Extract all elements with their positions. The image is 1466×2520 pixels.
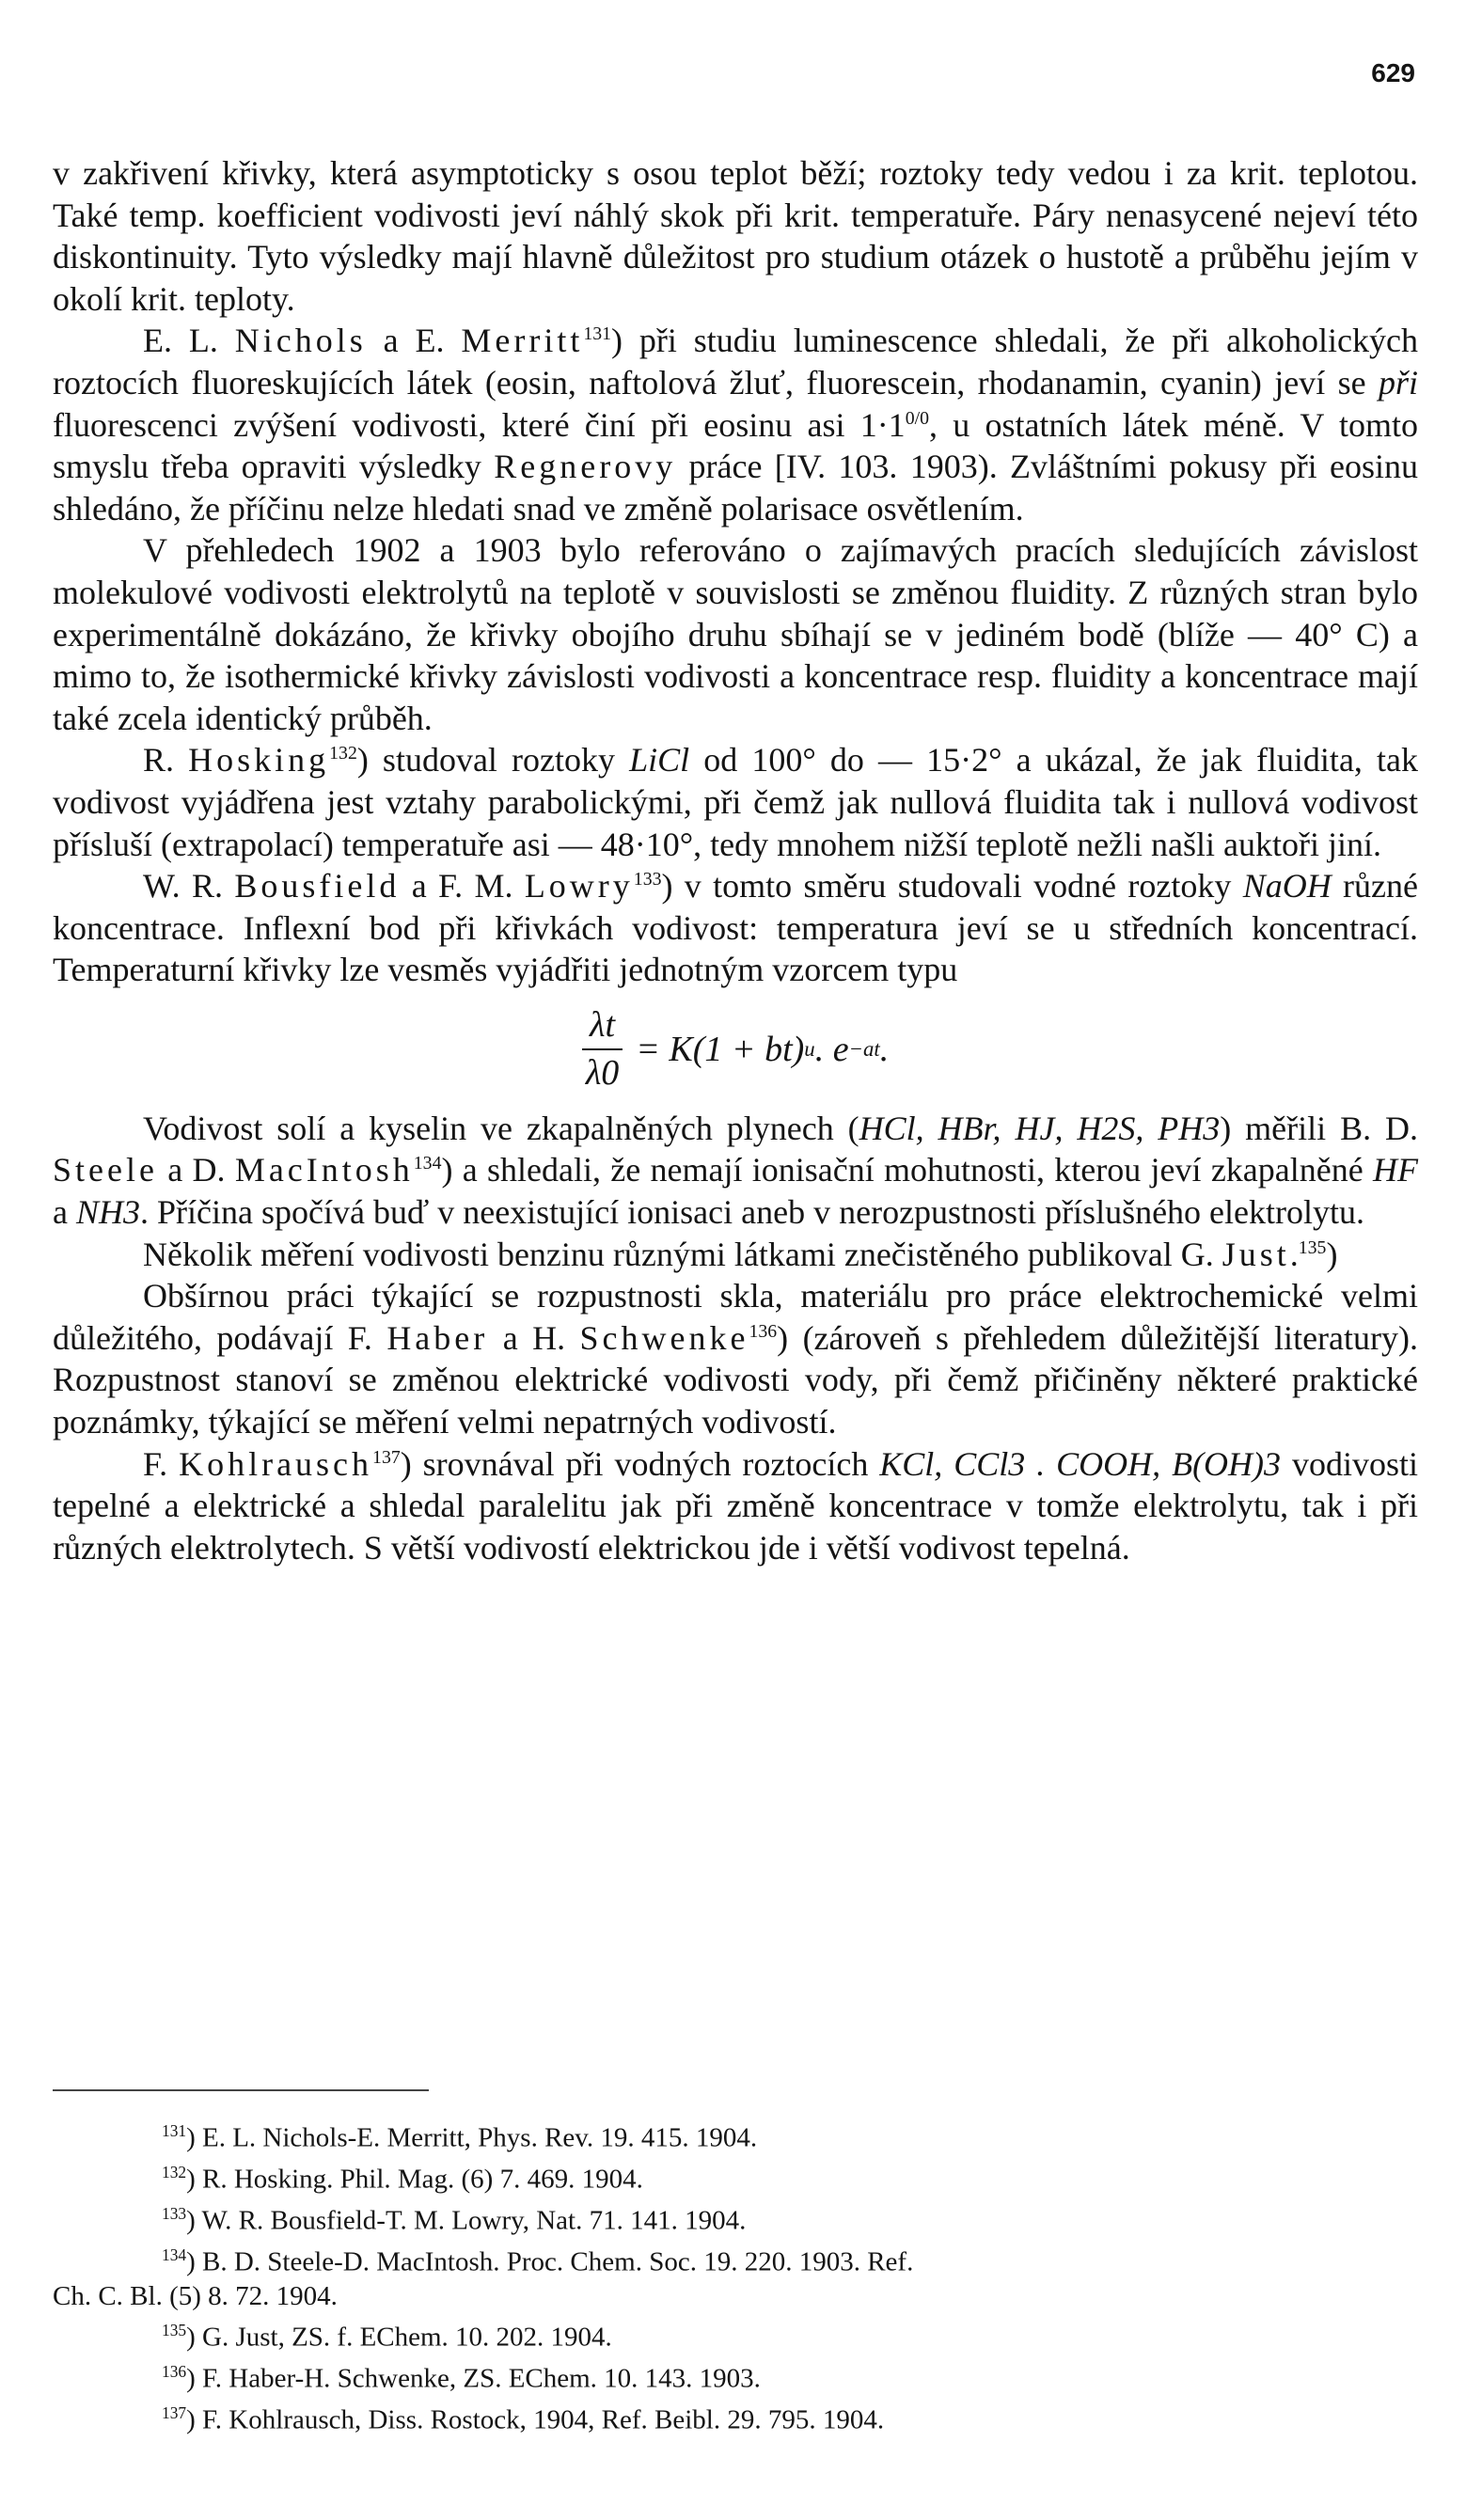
paragraph-bousfield-lowry: W. R. Bousfield a F. M. Lowry$^{133}$) v tomto směru studovali vodné roztoky NaOH různé koncentrace. Inflexní bod při křivkách vodivost: temperatura jeví se u středních koncentrací. Temperaturní křivky lze vesměs vyjádřiti jednotným vzorcem typu xyxy=(53,867,1418,989)
chemical-formula: NaOH xyxy=(1242,867,1332,906)
chemical-formula: NH3 xyxy=(75,1193,140,1232)
footnote-133: $^{133}$) W. R. Bousfield-T. M. Lowry, Nat. 71. 141. 1904. xyxy=(162,2203,747,2236)
percent-sign: 0/0 xyxy=(905,407,929,429)
author-name: Schwenke xyxy=(579,1318,749,1357)
author-name: MacIntosh xyxy=(234,1151,414,1189)
chemical-formula: HCl, HBr, HJ, H2S, PH3 xyxy=(859,1109,1221,1147)
footnote-ref: 136 xyxy=(749,1320,778,1342)
paragraph-nichols-merritt: E. L. Nichols a E. Merritt$^{131}$) při studiu luminescence shledali, že při alkoholických roztocích fluoreskujících látek (eosin, naftolová žluť, fluorescein, rhodanamin, cyanin) jeví se při fluorescenci zvýšení vodivosti, které činí při eosinu asi $1\cdot 1^{0/0}$, u ostatních látek méně. V tomto smyslu třeba opraviti výsledky Regnerovy práce [IV. 103. 1903). Zvláštními pokusy při eosinu shledáno, že příčinu nelze hledati snad ve změně polarisace osvětlením. xyxy=(53,322,1419,528)
chemical-formula: LiCl xyxy=(629,741,690,780)
footnote-ref: 133 xyxy=(633,869,662,890)
author-name: Merritt xyxy=(461,322,584,360)
author-name: Haber xyxy=(386,1318,489,1357)
footnotes xyxy=(53,2114,1418,2437)
author-name: Lowry xyxy=(524,867,634,906)
article-body xyxy=(53,152,1418,1568)
footnote-ref: 131 xyxy=(583,323,612,345)
footnote-137: $^{137}$) F. Kohlrausch, Diss. Rostock, 1904, Ref. Beibl. 29. 795. 1904. xyxy=(162,2403,885,2435)
paragraph-fluidity-review: V přehledech 1902 a 1903 bylo referováno o zajímavých pracích sledujících závislost molekulové vodivosti elektrolytů na teplotě v souvislosti se změnou fluidity. Z různých stran bylo experimentálně dokázáno, že křivky obojího druhu sbíhají se v jediném bodě (blíže — 40° C) a mimo to, že isothermické křivky závislosti vodivosti a koncentrace resp. fluidity a koncentrace mají také zcela identický průběh. xyxy=(53,531,1418,737)
author-name: Regnerovy xyxy=(494,448,677,486)
paragraph-kohlrausch: F. Kohlrausch$^{137}$) srovnával při vodných roztocích KCl, CCl3 . COOH, B(OH)3 vodivosti tepelné a elektrické a shledal paralelitu jak při změně koncentrace v tomže elektrolytu, tak i při různých elektrolytech. S větší vodivostí elektrickou jde i větší vodivost tepelná. xyxy=(53,1444,1419,1567)
footnote-ref: 135 xyxy=(1298,1236,1327,1258)
footnote-131: $^{131}$) E. L. Nichols-E. Merritt, Phys. Rev. 19. 415. 1904. xyxy=(162,2121,758,2153)
paragraph-haber-schwenke: Obšírnou práci týkající se rozpustnosti skla, materiálu pro práce elektrochemické velmi důležitého, podávají F. Haber a H. Schwenke$^{136}$) (zároveň s přehledem důležitější literatury). Rozpustnost stanoví se změnou elektrické vodivosti vody, při čemž přičiněny některé praktické poznámky, týkající se měření velmi nepatrných vodivostí. xyxy=(53,1277,1418,1441)
footnote-132: $^{132}$) R. Hosking. Phil. Mag. (6) 7. 469. 1904. xyxy=(162,2162,643,2195)
footnote-ref: 137 xyxy=(372,1446,401,1468)
footnote-divider xyxy=(53,2089,429,2091)
paragraph-steele-macintosh: Vodivost solí a kyselin ve zkapalněných plynech (HCl, HBr, HJ, H2S, PH3) měřili B. D. Steele a D. MacIntosh$^{134}$) a shledali, že nemají ionisační mohutnosti, kterou jeví zkapalněné HF a NH3. Příčina spočívá buď v neexistující ionisaci aneb v nerozpustnosti příslušného elektrolytu. xyxy=(53,1109,1418,1232)
equation-fraction: $\frac{\lambda t}{\lambda 0}$ xyxy=(582,1004,623,1094)
author-name: Nichols xyxy=(234,322,367,360)
chemical-formula: HF xyxy=(1373,1151,1418,1189)
footnote-134: $^{134}$) B. D. Steele-D. MacIntosh. Proc. Chem. Soc. 19. 220. 1903. Ref. xyxy=(162,2244,914,2277)
footnote-ref: 132 xyxy=(329,743,357,764)
page-number: 629 xyxy=(1371,58,1415,87)
author-name: Steele xyxy=(53,1151,158,1189)
footnote-136: $^{136}$) F. Haber-H. Schwenke, ZS. EChem. 10. 143. 1903. xyxy=(162,2362,761,2394)
footnote-134-continued: Ch. C. Bl. (5) 8. 72. 1904. xyxy=(53,2280,338,2311)
footnote-135: $^{135}$) G. Just, ZS. f. EChem. 10. 202. 1904. xyxy=(162,2321,612,2353)
paragraph-1: v zakřivení křivky, která asymptoticky s osou teplot běží; roztoky tedy vedou i za krit. teplotou. Také temp. koefficient vodivosti jeví náhlý skok při krit. temperatuře. Páry nenasycené nejeví této diskontinuity. Tyto výsledky mají hlavně důležitost pro studium otázek o hustotě a průběhu jejím v okolí krit. teploty. xyxy=(53,154,1418,318)
author-name: Kohlrausch xyxy=(179,1444,373,1483)
footnote-ref: 134 xyxy=(413,1153,442,1174)
conductivity-equation: $\frac{\lambda t}{\lambda 0}$ = K(1 + bt) u . e −at . xyxy=(53,991,1418,1108)
author-name: Hosking xyxy=(188,741,330,780)
paragraph-hosking: R. Hosking$^{132}$) studoval roztoky LiCl od 100° do — 15·2° a ukázal, že jak fluidita, tak vodivost vyjádřena jest vztahy parabolickými, při čemž jak nullová fluidita tak i nullová vodivost přísluší (extrapolací) temperatuře asi — 48·10°, tedy mnohem nižší teplotě nežli našli auktoři jiní. xyxy=(53,741,1419,863)
author-name: Just xyxy=(1222,1235,1290,1273)
paragraph-just: Několik měření vodivosti benzinu různými látkami znečistěného publikoval G. Just.$^{135}$) xyxy=(143,1235,1338,1273)
chemical-formula: KCl, CCl3 . COOH, B(OH)3 xyxy=(879,1444,1282,1483)
author-name: Bousfield xyxy=(234,867,401,906)
